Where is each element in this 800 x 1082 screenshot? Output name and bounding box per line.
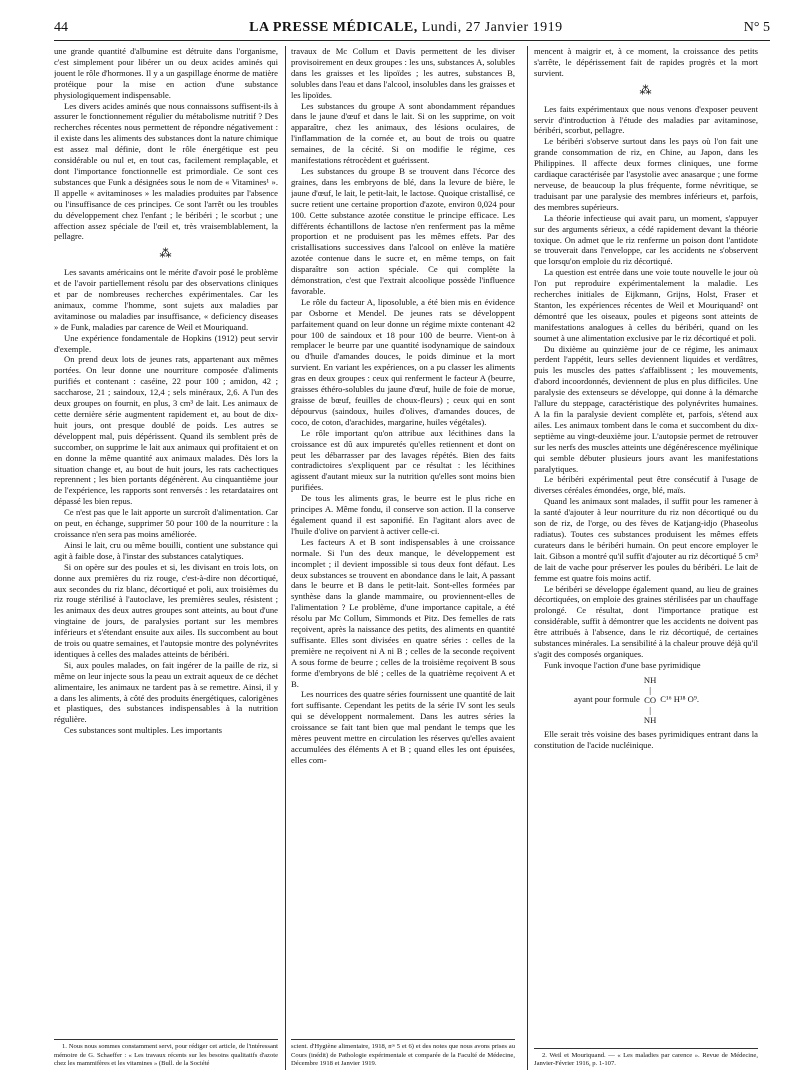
journal-title xyxy=(249,20,562,36)
column-divider xyxy=(527,46,528,1070)
paragraph: une grande quantité d'albumine est détruite dans l'organisme, c'est simplement pour libérer un ou deux acides aminés qui jouent le rôle d'hormones. Il y a un gaspillage énorme de matière protéique pour la mise en action d'une substance physiologiquement indispensable. xyxy=(54,46,278,100)
formula-mid: CO xyxy=(644,694,657,705)
formula-bottom: NH xyxy=(643,714,657,725)
paragraph: Quand les animaux sont malades, il suffit pour les ramener à la santé d'ajouter à leur nourriture du riz non décortiqué ou du son de riz, de l'orge, ou des fèves de Katjang-idjo (Phaseolus radiatus). Toutes ces substances produisent les mêmes effets curateurs dans le béribéri humain. On peut encore employer le lait. Gibson a montré qu'il suffit d'ajouter au riz décortiqué 5 cm³ de lait de vache pour préserver les poules du béribéri. Le lait de femme est quatre fois moins actif. xyxy=(534,496,758,583)
paragraph: mencent à maigrir et, à ce moment, la croissance des petits s'arrête, le dépérissement fait de rapides progrès et la mort survient. xyxy=(534,46,758,78)
column-2 xyxy=(291,46,515,1074)
paragraph: Le béribéri s'observe surtout dans les pays où l'on fait une grande consommation de riz, en Chine, au Japon, dans les Philippines. Il affecte deux formes cliniques, une forme cardiaque caractérisée par l'asystolie avec anasarque ; une forme nerveuse, de beaucoup la plus fréquente, forme névritique, se traduisant par une paralysie des membres inférieurs et, parfois, des membres supérieurs. xyxy=(534,136,758,212)
paragraph: Si, aux poules malades, on fait ingérer de la paille de riz, si même on leur injecte sous la peau un extrait aqueux de ce déchet alimentaire, les animaux ne tardent pas à se remettre. Ainsi, il y a dans les aliments, à côté des produits énergétiques, calorigènes et plastiques, des substances indispensables à la nutrition régulière. xyxy=(54,659,278,725)
paragraph: Ces substances sont multiples. Les importants xyxy=(64,725,223,736)
paragraph: La question est entrée dans une voie toute nouvelle le jour où l'on put reproduire expérimentalement la maladie. Les recherches initiales de Eijkmann, Grijns, Holst, Fraser et Stanton, les expériences récentes de Weil et Mouriquand² ont démontré que les oiseaux, poules et pigeons sont atteints de manifestations analogues à celles du béribéri, quand on les soumet à une alimentation exclusive par le riz décortiqué et poli. xyxy=(534,267,758,343)
chemical-formula xyxy=(574,675,758,725)
footnote xyxy=(54,1039,278,1068)
paragraph: Les nourrices des quatre séries fournissent une quantité de lait fort suffisante. Cependant les petits de la série IV sont les seuls qui se développent normalement. Dans les autres séries la croissance se fait tant bien que mal pendant le temps que les mères peuvent mettre en circulation les réserves qu'elles avaient accumulées des éléments A et B ; quand elles les ont épuisées, elles com- xyxy=(291,689,515,765)
page-number: 44 xyxy=(54,20,68,35)
formula-structure xyxy=(644,675,656,725)
paragraph: On prend deux lots de jeunes rats, appartenant aux mêmes portées. On leur donne une nourriture composée d'aliments purifiés et contenant : caséine, 22 pour 100 ; amidon, 42 ; saccharose, 21 ; saindoux, 12,4 ; sels minéraux, 2,6. A l'un des deux groupes on fournit, en plus, 3 cm³ de lait. Les animaux de cette dernière série augmentent rapidement et, au bout de dix-huit jours, ont presque doublé de poids. Les autres se développent mal, puis dépérissent. Quand ils semblent près de succomber, on supprime le lait aux animaux qui profitaient et on en donne la même quantité aux animaux malades. Dès lors la situation change et, au bout de huit jours, les rats cachectiques reprennent ; les bien portants dégénèrent. Au cinquantième jour de l'expérience, les rapports sont renversés : les retardataires ont dépassé les bien repus. xyxy=(54,354,278,507)
paragraph: Les faits expérimentaux que nous venons d'exposer peuvent servir d'introduction à l'étude des maladies par avitaminose, béribéri, scorbut, pellagre. xyxy=(534,103,758,136)
page-header xyxy=(54,20,770,38)
paragraph: Une expérience fondamentale de Hopkins (1912) peut servir d'exemple. xyxy=(54,332,278,354)
paragraph: Les divers acides aminés que nous connaissons suffisent-ils à assurer le fonctionnement régulier du métabolisme nutritif ? Des recherches récentes nous permettent de répondre négativement : il existe dans les aliments des substances dont la nature chimique est assez mal définie, dont le rôle énergétique est peu considérable ou nul et, en tout cas, facilement remplaçable, et dont l'importance fonctionnelle est primordiale. Ce sont ces substances que Funk a désignées sous le nom de « Vitamines¹ ». Il appelle « avitaminoses » les maladies produites par l'absence ou l'insuffisance de ces principes. Ce sont l'arrêt ou les troubles du développement chez l'enfant ; le béribéri ; le scorbut ; une affection assez spéciale de l'œil et, très vraisemblablement, la pellagre. xyxy=(54,100,278,242)
footnote-text: 1. Nous nous sommes constamment servi, pour rédiger cet article, de l'intéressant mémoire de G. Schaeffer : « Les travaux récents sur les besoins qualitatifs d'azote chez les mammifères et les vitamines » (Bull. de la Société xyxy=(54,1043,278,1067)
paragraph: Le rôle important qu'on attribue aux lécithines dans la croissance est dû aux impuretés qu'elles retiennent et dont on peut les débarrasser par des lavages répétés. Bien des faits contradictoires s'expliquent par ce résultat : les lécithines agissent d'autant mieux sur la nutrition qu'elles sont moins bien purifiées. xyxy=(291,427,515,493)
paragraph: Les savants américains ont le mérite d'avoir posé le problème et de l'avoir partiellement résolu par des observations cliniques et par de nombreuses recherches expérimentales. Car les animaux, comme l'homme, sont sujets aux maladies par avitaminose ou maladies par insuffisance, « deficiency diseases » de Funk, maladies par carence de Weil et Mouriquand. xyxy=(54,267,278,332)
footnote-text: scient. d'Hygiène alimentaire, 1918, nᵒˢ 5 et 6) et des notes que nous avons prises au Cours (inédit) de Pathologie expérimentale et comparée de la Faculté de Médecine, Décembre 1918 et Janvier 1919. xyxy=(291,1043,515,1067)
paragraph: Si on opère sur des poules et si, les divisant en trois lots, on donne aux premières du riz rouge, c'est-à-dire non décortiqué, aux secondes du riz blanc, décortiqué et poli, aux troisièmes du riz rouge stérilisé à l'autoclave, les premières seules, résistent ; les animaux des deux autres groupes sont atteints, au bout d'une vingtaine de jours, de paralysies portant sur les membres inférieurs et s'étendant ensuite aux ailes. Ils succombent au bout de trois ou quatre semaines, et l'autopsie montre des polynévrites identiques à celles des malades atteints de béribéri. xyxy=(54,561,278,659)
footnote xyxy=(291,1039,515,1068)
paragraph: Les substances du groupe B se trouvent dans l'écorce des graines, dans les embryons de blé, dans la levure de bière, le jaune d'œuf, le lait, le petit-lait, le lactose. Quoique cristallisé, ce sucre retient une certaine proportion d'azote, environ 0,024 pour 100. Cette substance azotée constitue le principe efficace. Les différents échantillons de lactose n'en renferment pas la même proportion et ne produisent pas les mêmes effets. Par des cristallisations successives dans l'alcool on enlève la matière azotée contenue dans le sucre et, en même temps, on fait disparaître son action spéciale. Ce qui complète la démonstration, c'est que l'extrait alcoolique possède l'influence favorable. xyxy=(291,165,515,296)
issue-date: Lundi, 27 Janvier 1919 xyxy=(421,20,563,35)
paragraph: La théorie infectieuse qui avait paru, un moment, s'appuyer sur des arguments sérieux, a cédé rapidement devant la théorie toxique. On admet que le riz renferme un poison dont l'antidote se trouverait dans l'enveloppe, car les accidents ne s'observent que lorsqu'on emploie du riz décortiqué. xyxy=(534,212,758,267)
paragraph: Funk invoque l'action d'une base pyrimidique xyxy=(544,659,701,670)
paragraph: Le béribéri se développe également quand, au lieu de graines décortiquées, on emploie des graines stérilisées par un chauffage prolongé. Ce résultat, dont l'importance pratique est considérable, suffit à démontrer que les accidents ne doivent pas être attribués à l'absence, dans le riz décortiqué, de certaines substances minérales. La sensibilité à la chaleur prouve déjà qu'il s'agit des composés organiques. xyxy=(534,583,758,659)
section-separator: ⁂ xyxy=(159,246,173,261)
formula-prefix: ayant pour formule xyxy=(574,694,640,705)
paragraph: Les substances du groupe A sont abondamment répandues dans le jaune d'œuf et dans le lait. Si on les supprime, on voit apparaître, chez les animaux, des lésions oculaires, de l'inflammation de la cornée et, au bout de trois ou quatre semaines, de la cécité. Si on modifie le régime, ces manifestations rétrocèdent et guérissent. xyxy=(291,100,515,166)
paragraph: Elle serait très voisine des bases pyrimidiques entrant dans la constitution de l'acide nucléinique. xyxy=(534,728,758,750)
paragraph: travaux de Mc Collum et Davis permettent de les diviser provisoirement en deux groupes : les uns, substances A, solubles dans les graisses et les lipoïdes ; les autres, substances B, solubles dans l'eau et dans l'alcool, insolubles dans les graisses et les lipoïdes. xyxy=(291,46,515,100)
paragraph: Ce n'est pas que le lait apporte un surcroît d'alimentation. Car on peut, en échange, supprimer 50 pour 100 de la nourriture : la croissance n'en sera pas moins améliorée. xyxy=(54,507,278,539)
footnote-text: 2. Weil et Mouriquand. — « Les maladies par carence ». Revue de Médecine, Janvier-Février 1916, p. 1-107. xyxy=(534,1051,758,1067)
formula-top: NH xyxy=(643,674,657,685)
paragraph: Les facteurs A et B sont indispensables à une croissance normale. Si l'un des deux manque, le développement est incomplet ; il devient impossible si tous deux font défaut. Les deux substances se trouvent en abondance dans le lait, A passant dans le beurre et B dans le petit-lait. Sont-elles formées par synthèse dans la glande mammaire, ou proviennent-elles de l'alimentation ? Le problème, d'une importance capitale, a été résolu par Mc Collum, Simmonds et Pitz. Des femelles de rats reçoivent, après la naissance des petits, des aliments en quantité suffisante. Elles sont divisées en quatre séries : celles de la première ne reçoivent ni A ni B ; celles de la seconde reçoivent A sous forme de beurre ; celles de la troisième reçoivent B sous forme d'embryons de blé ; celles de la quatrième reçoivent A et B. xyxy=(291,536,515,689)
footnote xyxy=(534,1048,758,1068)
column-3 xyxy=(534,46,758,1074)
paragraph: Du dixième au quinzième jour de ce régime, les animaux perdent l'appétit, leurs selles deviennent liquides et verdâtres, puis les muscles des pattes s'affaiblissent ; les mouvements, d'abord incoordonnés, deviennent de plus en plus difficiles. Une paralysie des extenseurs se développe, qui donne à la démarche l'allure du steppage, caractéristique des polynévrites humaines. A la fin la paralysie devient complète et, parfois, s'étend aux ailes. Les animaux tombent dans le coma et succombent du dix-septième au vingt-deuxième jour. L'autopsie permet de retrouver sur les nerfs des muscles atteints une dégénérescence myélinique qui semble débuter plusieurs jours avant les manifestations paralytiques. xyxy=(534,343,758,474)
header-rule xyxy=(54,40,770,41)
column-divider xyxy=(285,46,286,1070)
paragraph: De tous les aliments gras, le beurre est le plus riche en principes A. Même fondu, il conserve son action. Il la conserve également quand il est saponifié. En l'agitant alors avec de l'huile d'olive on parvient à activer celle-ci. xyxy=(291,493,515,536)
formula-bond: | xyxy=(649,684,651,695)
section-separator: ⁂ xyxy=(639,82,653,97)
formula-bond: | xyxy=(649,704,651,715)
formula-suffix: C¹⁶ H¹⁸ O⁹. xyxy=(660,694,700,705)
paragraph: Le béribéri expérimental peut être consécutif à l'usage de diverses céréales émondées, orge, blé, maïs. xyxy=(534,474,758,496)
column-1 xyxy=(54,46,278,1074)
paragraph: Le rôle du facteur A, liposoluble, a été bien mis en évidence par Osborne et Mendel. De jeunes rats se développent parfaitement quand on leur donne un régime mixte contenant 42 pour 100 de saindoux et 18 pour 100 de beurre. Vient-on à remplacer le beurre par une quantité isodynamique de saindoux ou d'huile d'amandes douces, le poids diminue et la mort survient. En variant les expériences, on a pu classer les aliments gras en deux groupes : ceux qui renferment le facteur A (beurre, graisses éthéro-solubles du jaune d'œuf, huile de foie de morue, graisse de bœuf, feuilles de choux-fleurs) ; ceux qui en sont dépourvus (saindoux, huiles d'olives, d'amandes douces, de coco, de coton, d'arachides, margarine, huiles végétales). xyxy=(291,296,515,427)
issue-number: N° 5 xyxy=(743,20,770,35)
paragraph: Ainsi le lait, cru ou même bouilli, contient une substance qui agit à faible dose, à l'instar des substances catalytiques. xyxy=(54,539,278,561)
journal-name: LA PRESSE MÉDICALE, xyxy=(249,20,418,35)
